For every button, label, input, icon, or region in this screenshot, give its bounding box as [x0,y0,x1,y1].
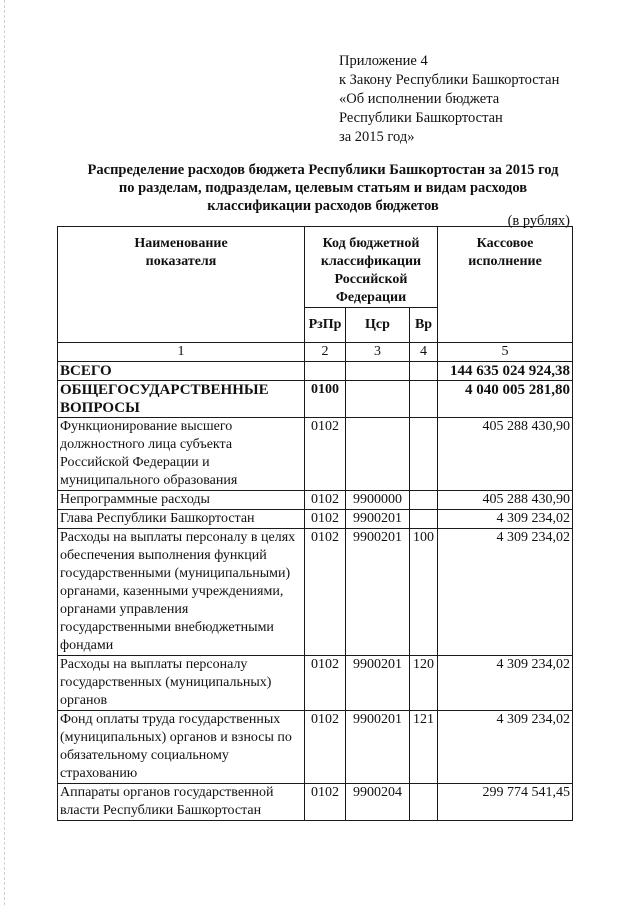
row-rzpr-cell [305,362,346,381]
row-vr-cell [410,362,438,381]
row-name-cell: Фонд оплаты труда государственных (муниципальных) органов и взносы по обязательному социальному страхованию [58,711,305,784]
document-title [40,161,606,215]
table-row [58,656,573,711]
header-sum: Кассовое исполнение [438,227,573,343]
column-number: 5 [438,343,573,362]
row-csr-cell: 9900201 [346,656,410,711]
row-rzpr-cell: 0102 [305,529,346,656]
header-vr: Вр [410,308,438,343]
row-sum-cell: 299 774 541,45 [438,784,573,821]
appendix-line: за 2015 год» [339,129,415,145]
table-row [58,784,573,821]
row-sum-cell: 4 309 234,02 [438,656,573,711]
table-row [58,510,573,529]
row-csr-cell: 9900204 [346,784,410,821]
row-csr-cell: 9900201 [346,529,410,656]
row-vr-cell: 100 [410,529,438,656]
row-csr-cell: 9900000 [346,491,410,510]
row-sum-cell: 405 288 430,90 [438,418,573,491]
row-rzpr-cell: 0102 [305,711,346,784]
table-row [58,418,573,491]
column-number: 2 [305,343,346,362]
appendix-line: Приложение 4 [339,53,428,69]
row-rzpr-cell: 0102 [305,491,346,510]
row-name-cell: ВСЕГО [58,362,305,381]
row-vr-cell [410,491,438,510]
title-line: Распределение расходов бюджета Республики Башкортостан за 2015 год [87,162,559,178]
table-row [58,711,573,784]
row-vr-cell [410,784,438,821]
column-number: 4 [410,343,438,362]
row-csr-cell [346,362,410,381]
scan-edge-line [4,0,6,905]
row-rzpr-cell: 0102 [305,418,346,491]
row-name-cell: Расходы на выплаты персоналу государственных (муниципальных) органов [58,656,305,711]
row-csr-cell: 9900201 [346,711,410,784]
row-csr-cell [346,418,410,491]
row-vr-cell: 121 [410,711,438,784]
column-number-row [58,343,573,362]
title-line: классификации расходов бюджетов [207,198,439,214]
row-name-cell: Расходы на выплаты персоналу в целях обеспечения выполнения функций государственными (муниципальными) органами, казенными учреждениями, органами управления государственными внебюджетными фондами [58,529,305,656]
row-vr-cell [410,381,438,418]
appendix-line: «Об исполнении бюджета [339,91,500,107]
table-row [58,362,573,381]
budget-table [57,226,573,821]
row-name-cell: Функционирование высшего должностного лица субъекта Российской Федерации и муниципального образования [58,418,305,491]
row-name-cell: ОБЩЕГОСУДАРСТВЕННЫЕ ВОПРОСЫ [58,381,305,418]
appendix-line: Республики Башкортостан [339,110,503,126]
table-row [58,491,573,510]
table-row [58,529,573,656]
row-sum-cell: 405 288 430,90 [438,491,573,510]
column-number: 3 [346,343,410,362]
row-rzpr-cell: 0102 [305,510,346,529]
units-note: (в рублях) [507,213,570,229]
row-sum-cell: 4 309 234,02 [438,711,573,784]
header-name: Наименование показателя [58,227,305,343]
row-rzpr-cell: 0102 [305,784,346,821]
header-row [58,227,573,308]
appendix-line: к Закону Республики Башкортостан [339,72,560,88]
row-rzpr-cell: 0102 [305,656,346,711]
row-name-cell: Непрограммные расходы [58,491,305,510]
header-code-group: Код бюджетной классификации Российской Федерации [305,227,438,308]
row-csr-cell [346,381,410,418]
table-body [58,343,573,821]
row-sum-cell: 4 309 234,02 [438,510,573,529]
row-vr-cell [410,510,438,529]
title-line: по разделам, подразделам, целевым статьям и видам расходов [118,180,528,196]
row-name-cell: Глава Республики Башкортостан [58,510,305,529]
column-number: 1 [58,343,305,362]
appendix-note [339,52,559,147]
row-rzpr-cell: 0100 [305,381,346,418]
row-name-cell: Аппараты органов государственной власти Республики Башкортостан [58,784,305,821]
row-sum-cell: 4 040 005 281,80 [438,381,573,418]
header-csr: Цср [346,308,410,343]
row-sum-cell: 4 309 234,02 [438,529,573,656]
row-sum-cell: 144 635 024 924,38 [438,362,573,381]
table-row [58,381,573,418]
header-rzpr: РзПр [305,308,346,343]
row-csr-cell: 9900201 [346,510,410,529]
row-vr-cell [410,418,438,491]
row-vr-cell: 120 [410,656,438,711]
